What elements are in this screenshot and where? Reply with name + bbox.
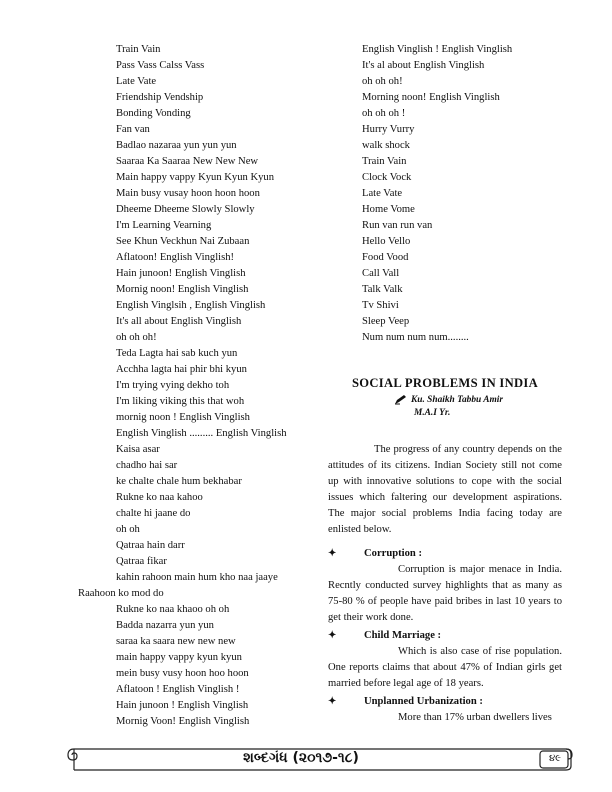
poem-line: It's all about English Vinglish bbox=[116, 316, 242, 327]
poem-line: Hain junoon! English Vinglish bbox=[116, 268, 246, 279]
poem-line: Aflatoon ! English Vinglish ! bbox=[116, 684, 240, 695]
poem-line: I'm Learning Vearning bbox=[116, 220, 212, 231]
topic-body: Corruption is major menace in India. Recntly conducted survey highlights that as many as 75-80 % of people have paid bribes in last 10 years to get their work done. bbox=[328, 564, 562, 623]
poem-line: Raahoon ko mod do bbox=[78, 588, 164, 599]
author-name: Ku. Shaikh Tabbu Amir bbox=[411, 394, 504, 405]
poem-line: Talk Valk bbox=[362, 284, 403, 295]
poem-line: Pass Vass Calss Vass bbox=[116, 60, 205, 71]
poem-line: Hello Vello bbox=[362, 236, 411, 247]
poem-column-right bbox=[362, 42, 582, 346]
poem-line: Mornig Voon! English Vinglish bbox=[116, 716, 250, 727]
poem-line: English Vinglish ! English Vinglish bbox=[362, 44, 513, 55]
poem-line: Mornig noon! English Vinglish bbox=[116, 284, 249, 295]
poem-line: main happy vappy kyun kyun bbox=[116, 652, 242, 663]
poem-line: Rukne ko naa kahoo bbox=[116, 492, 203, 503]
poem-line: Tv Shivi bbox=[362, 300, 399, 311]
poem-line: Aflatoon! English Vinglish! bbox=[116, 252, 235, 263]
page-footer bbox=[66, 746, 574, 772]
poem-line: Saaraa Ka Saaraa New New New bbox=[116, 156, 259, 167]
poem-line: mornig noon ! English Vinglish bbox=[116, 412, 250, 423]
poem-line: Acchha lagta hai phir bhi kyun bbox=[116, 364, 247, 375]
poem-line: See Khun Veckhun Nai Zubaan bbox=[116, 236, 250, 247]
poem-line: kahin rahoon main hum kho naa jaaye bbox=[116, 572, 278, 583]
poem-line: Badlao nazaraa yun yun yun bbox=[116, 140, 237, 151]
poem-line: Kaisa asar bbox=[116, 444, 160, 455]
poem-line: saraa ka saara new new new bbox=[116, 636, 236, 647]
poem-line: Late Vate bbox=[116, 76, 157, 87]
poem-line: Main happy vappy Kyun Kyun Kyun bbox=[116, 172, 275, 183]
poem-line: Late Vate bbox=[362, 188, 403, 199]
poem-line: English Vinglish ......... English Vinglish bbox=[116, 428, 287, 439]
poem-line: Morning noon! English Vinglish bbox=[362, 92, 500, 103]
essay-intro: The progress of any country depends on the attitudes of its citizens. Indian Society still not come up with innovative solutions to cope with the social issues which faltering our development aspirations. The major social problems India facing today are enlisted below. bbox=[328, 444, 562, 535]
poem-line: ke chalte chale hum bekhabar bbox=[116, 476, 242, 487]
topic-heading bbox=[328, 694, 562, 710]
poem-line: oh oh oh! bbox=[116, 332, 157, 343]
poem-line: I'm trying vying dekho toh bbox=[116, 380, 230, 391]
poem-line: Friendship Vendship bbox=[116, 92, 204, 103]
poem-line: It's al about English Vinglish bbox=[362, 60, 485, 71]
poem-line: Hain junoon ! English Vinglish bbox=[116, 700, 249, 711]
page-number: ૪૯ bbox=[548, 753, 562, 764]
footer-title: શબ્દગંધ (૨૦૧૭-૧૮) bbox=[243, 750, 359, 766]
author-line bbox=[394, 394, 562, 405]
poem-line: Rukne ko naa khaoo oh oh bbox=[116, 604, 230, 615]
poem-line: English Vinglsih , English Vinglish bbox=[116, 300, 266, 311]
topic-heading-text: Child Marriage : bbox=[364, 630, 442, 641]
poem-line: Home Vome bbox=[362, 204, 415, 215]
poem-line: chadho hai sar bbox=[116, 460, 178, 471]
poem-line: chalte hi jaane do bbox=[116, 508, 191, 519]
topic-heading-text: Corruption : bbox=[364, 548, 422, 559]
four-point-star-icon: ✦ bbox=[328, 696, 337, 707]
poem-line: Badda nazarra yun yun bbox=[116, 620, 214, 631]
poem-line: Sleep Veep bbox=[362, 316, 410, 327]
poem-line: mein busy vusy hoon hoo hoon bbox=[116, 668, 249, 679]
poem-line: Food Vood bbox=[362, 252, 409, 263]
poem-line: Main busy vusay hoon hoon hoon bbox=[116, 188, 260, 199]
topic-body: Which is also case of rise population. One reports claims that about 47% of Indian girls get married before legal age of 18 years. bbox=[328, 646, 562, 689]
poem-line: walk shock bbox=[362, 140, 410, 151]
poem-line: Train Vain bbox=[362, 156, 407, 167]
poem-line: Train Vain bbox=[116, 44, 161, 55]
poem-line: Call Vall bbox=[362, 268, 400, 279]
poem-line: oh oh bbox=[116, 524, 140, 535]
four-point-star-icon: ✦ bbox=[328, 630, 337, 641]
essay-title: SOCIAL PROBLEMS IN INDIA bbox=[352, 376, 538, 390]
topic-body: More than 17% urban dwellers lives bbox=[398, 712, 552, 723]
poem-line: Dheeme Dheeme Slowly Slowly bbox=[116, 204, 255, 215]
topic-list bbox=[328, 546, 562, 726]
author-class: M.A.I Yr. bbox=[414, 408, 451, 418]
topic-heading bbox=[328, 546, 562, 562]
poem-line: Qatraa fikar bbox=[116, 556, 167, 567]
poem-line: Num num num num........ bbox=[362, 332, 469, 343]
poem-line: oh oh oh! bbox=[362, 76, 403, 87]
topic-heading-text: Unplanned Urbanization : bbox=[364, 696, 483, 707]
poem-line: Qatraa hain darr bbox=[116, 540, 185, 551]
poem-line: Run van run van bbox=[362, 220, 433, 231]
poem-line: oh oh oh ! bbox=[362, 108, 406, 119]
essay-section bbox=[328, 376, 562, 726]
poem-line: Fan van bbox=[116, 124, 150, 135]
poem-column-left bbox=[78, 42, 328, 730]
poem-line: Hurry Vurry bbox=[362, 124, 415, 135]
pen-icon bbox=[394, 394, 407, 405]
poem-line: I'm liking viking this that woh bbox=[116, 396, 245, 407]
four-point-star-icon: ✦ bbox=[328, 548, 337, 559]
poem-line: Teda Lagta hai sab kuch yun bbox=[116, 348, 238, 359]
poem-line: Clock Vock bbox=[362, 172, 412, 183]
topic-heading bbox=[328, 628, 562, 644]
poem-line: Bonding Vonding bbox=[116, 108, 191, 119]
